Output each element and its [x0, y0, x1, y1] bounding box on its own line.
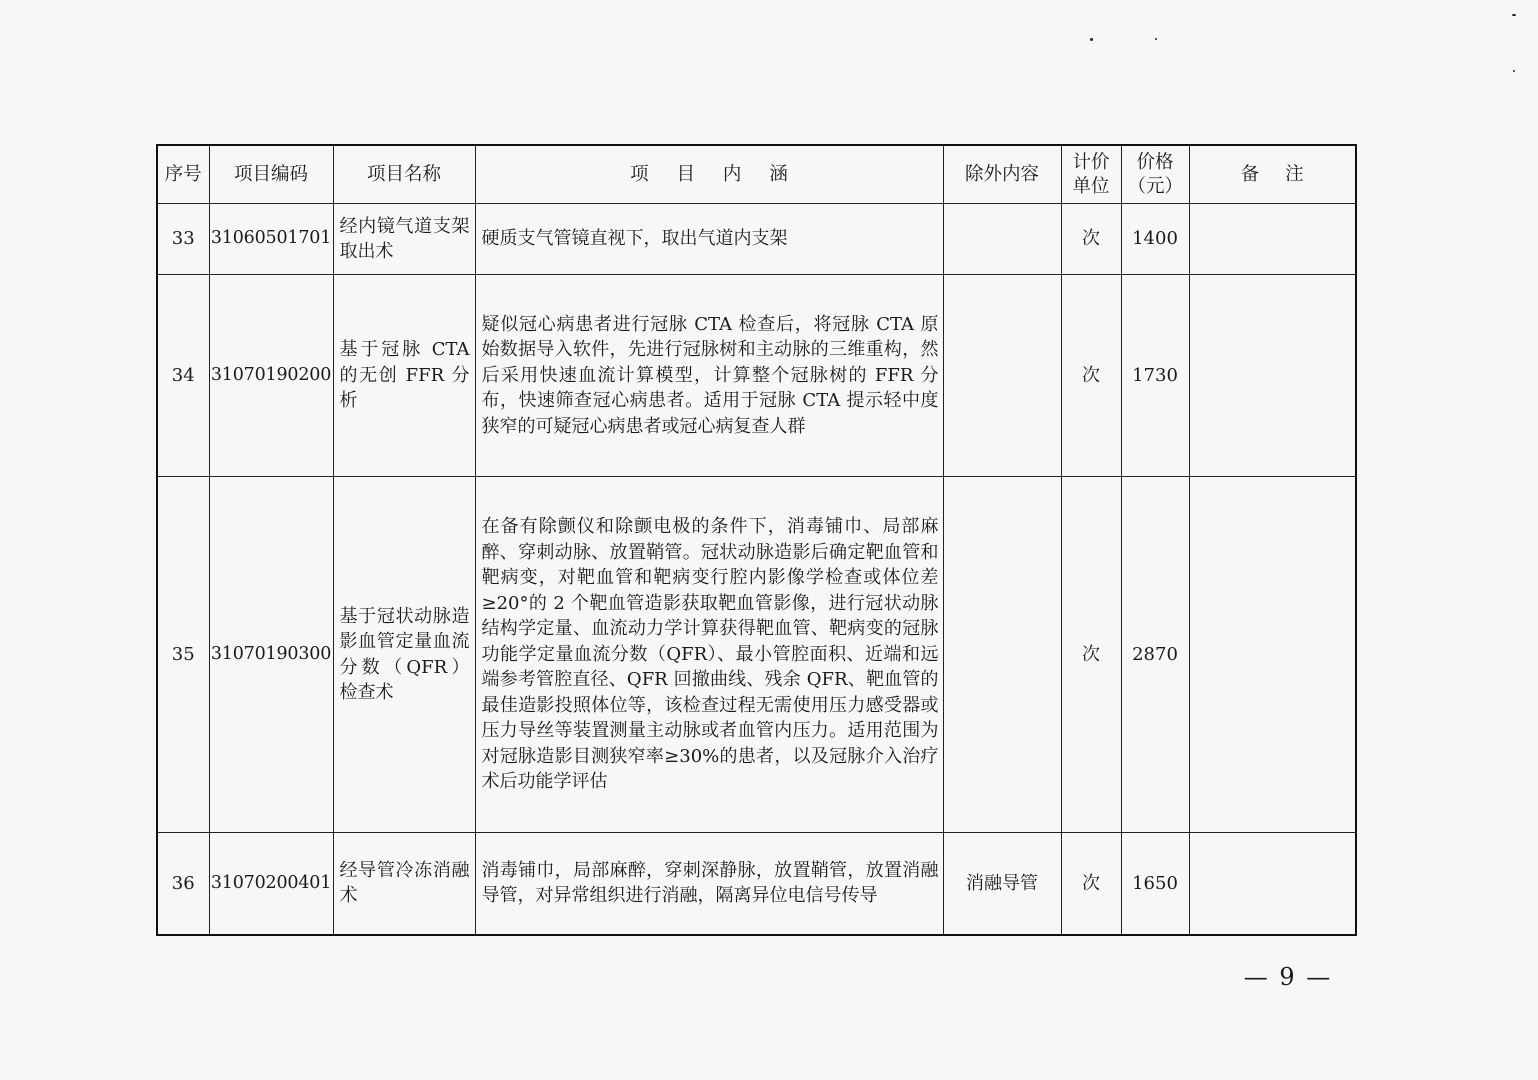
row-seq: 36	[157, 833, 209, 935]
row-content: 疑似冠心病患者进行冠脉 CTA 检查后，将冠脉 CTA 原始数据导入软件，先进行冠脉树和主动脉的三维重构，然后采用快速血流计算模型，计算整个冠脉树的 FFR 分布，快速筛查冠心病患者。适用于冠脉 CTA 提示轻中度狭窄的可疑冠心病患者或冠心病复查人群	[475, 275, 943, 477]
header-seq: 序号	[157, 145, 209, 204]
row-seq: 35	[157, 477, 209, 833]
table-row	[157, 477, 1356, 833]
row-content: 消毒铺巾，局部麻醉，穿刺深静脉，放置鞘管，放置消融导管，对异常组织进行消融，隔离异位电信号传导	[475, 833, 943, 935]
row-unit: 次	[1061, 204, 1121, 275]
row-excluded	[943, 275, 1061, 477]
row-price: 2870	[1121, 477, 1189, 833]
header-name: 项目名称	[333, 145, 475, 204]
scan-speck	[1513, 70, 1515, 72]
scan-speck	[1155, 38, 1157, 40]
row-unit: 次	[1061, 477, 1121, 833]
row-excluded	[943, 204, 1061, 275]
table-row	[157, 275, 1356, 477]
row-unit: 次	[1061, 275, 1121, 477]
row-excluded	[943, 477, 1061, 833]
table-row	[157, 833, 1356, 935]
row-remark	[1189, 833, 1356, 935]
row-name: 基于冠脉 CTA 的无创 FFR 分析	[333, 275, 475, 477]
header-remark: 备 注	[1189, 145, 1356, 204]
row-name: 经内镜气道支架取出术	[333, 204, 475, 275]
row-seq: 34	[157, 275, 209, 477]
row-price: 1400	[1121, 204, 1189, 275]
row-content: 在备有除颤仪和除颤电极的条件下，消毒铺巾、局部麻醉、穿刺动脉、放置鞘管。冠状动脉造影后确定靶血管和靶病变，对靶血管和靶病变行腔内影像学检查或体位差≥20°的 2 个靶血管造影获取靶血管影像，进行冠状动脉结构学定量、血流动力学计算获得靶血管、靶病变的冠脉功能学定量血流分数（QFR）、最小管腔面积、近端和远端参考管腔直径、QFR 回撤曲线、残余 QFR、靶血管的最佳造影投照体位等，该检查过程无需使用压力感受器或压力导丝等装置测量主动脉或者血管内压力。适用范围为对冠脉造影目测狭窄率≥30%的患者，以及冠脉介入治疗术后功能学评估	[475, 477, 943, 833]
row-unit: 次	[1061, 833, 1121, 935]
row-price: 1650	[1121, 833, 1189, 935]
row-name: 基于冠状动脉造影血管定量血流分数（QFR）检查术	[333, 477, 475, 833]
row-remark	[1189, 275, 1356, 477]
row-price: 1730	[1121, 275, 1189, 477]
scan-speck	[1090, 38, 1093, 41]
header-content: 项 目 内 涵	[475, 145, 943, 204]
header-code: 项目编码	[209, 145, 333, 204]
row-seq: 33	[157, 204, 209, 275]
header-price: 价格（元）	[1121, 145, 1189, 204]
header-unit: 计价单位	[1061, 145, 1121, 204]
row-code: 31070200401	[209, 833, 333, 935]
row-remark	[1189, 477, 1356, 833]
table-header-row	[157, 145, 1356, 204]
header-excluded: 除外内容	[943, 145, 1061, 204]
row-content: 硬质支气管镜直视下，取出气道内支架	[475, 204, 943, 275]
row-excluded: 消融导管	[943, 833, 1061, 935]
scan-speck	[1512, 14, 1516, 16]
row-code: 31070190200	[209, 275, 333, 477]
row-code: 31060501701	[209, 204, 333, 275]
row-name: 经导管冷冻消融术	[333, 833, 475, 935]
fee-schedule-table	[156, 144, 1357, 936]
table-row	[157, 204, 1356, 275]
row-remark	[1189, 204, 1356, 275]
row-code: 31070190300	[209, 477, 333, 833]
page-number: — 9 —	[1243, 963, 1333, 991]
